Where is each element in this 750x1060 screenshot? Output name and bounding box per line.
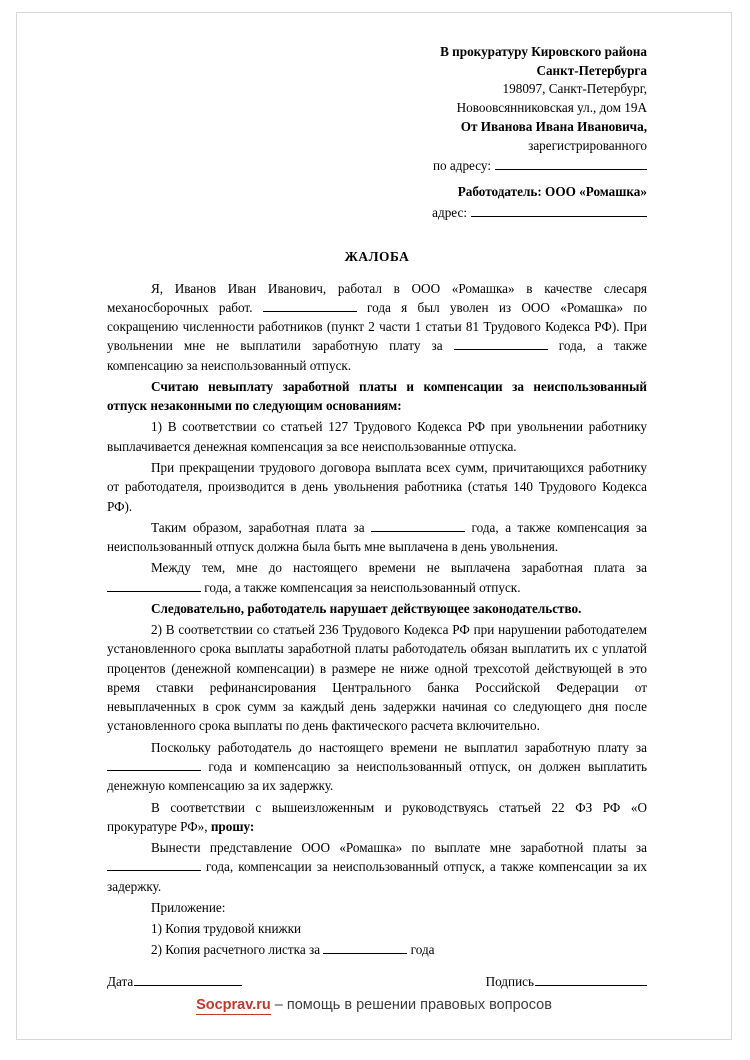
date-field[interactable]: [107, 974, 242, 990]
fill-in-blank[interactable]: [107, 859, 201, 871]
signature-label: Подпись: [485, 973, 534, 989]
addressee-authority-line2: Санкт-Петербурга: [536, 62, 647, 78]
paragraph-point-2: 2) В соответствии со статьей 236 Трудового Кодекса РФ при нарушении работодателем установленного срока выплаты заработной платы работодатель обязан выплатить их с уплатой процентов (денежной компенсации) в размере не ниже одной трехсотой действующей в это время ставки рефинансирования Центрального банка Российской Федерации от невыплаченных в срок сумм за каждый день задержки начиная со следующего дня после установленного срока выплаты по день фактического расчета включительно.: [107, 622, 647, 734]
appendix-label: Приложение:: [151, 899, 226, 915]
fill-in-blank[interactable]: [263, 300, 357, 312]
brand-name[interactable]: Socprav.ru: [196, 997, 271, 1013]
fill-in-blank[interactable]: [107, 580, 201, 592]
paragraph-par-since: Поскольку работодатель до настоящего времени не выплатил заработную плату за года и компенсацию за неиспользованный отпуск, он должен выплатить денежную компенсацию за их задержку.: [107, 739, 647, 794]
employer-address-blank[interactable]: [471, 204, 647, 217]
applicant-address-label: по адресу:: [432, 158, 491, 174]
document-content: [107, 43, 647, 990]
employer-line: Работодатель: ООО «Ромашка»: [457, 184, 647, 200]
applicant-name-line: От Иванова Ивана Ивановича,: [460, 118, 647, 134]
paragraph-par-request-body: Вынести представление ООО «Ромашка» по выплате мне заработной платы за года, компенсации за неиспользованный отпуск, а также компенсации за их задержку.: [107, 840, 647, 894]
addressee-authority-line1: В прокуратуру Кировского района: [440, 44, 647, 59]
signature-blank[interactable]: [535, 974, 647, 986]
site-watermark: [17, 997, 731, 1013]
paragraph-par-consequently: Следовательно, работодатель нарушает действующее законодательство.: [151, 600, 582, 616]
employer-address-row: [397, 204, 647, 223]
addressee-street-line: Новоовсянниковская ул., дом 19А: [456, 100, 647, 116]
fill-in-blank[interactable]: [454, 338, 548, 350]
appendix-item: 1) Копия трудовой книжки: [151, 921, 302, 937]
applicant-registered-line: зарегистрированного: [528, 137, 647, 153]
fill-in-blank[interactable]: [371, 520, 465, 532]
signature-row: [107, 974, 647, 990]
document-page: [16, 12, 732, 1040]
applicant-address-blank[interactable]: [495, 157, 647, 170]
emphasis-text: прошу:: [210, 818, 255, 834]
document-header: [397, 43, 647, 223]
paragraph-intro: Я, Иванов Иван Иванович, работал в ООО «Ромашка» в качестве слесаря механосборочных работ. года я был уволен из ООО «Ромашка» по сокращению численности работников (пункт 2 части 1 статьи 81 Трудового Кодекса РФ). При увольнении мне не выплатили заработную плату за года, а также компенсацию за неиспользованный отпуск.: [107, 280, 648, 373]
document-body: [107, 279, 647, 896]
appendix-items: [107, 919, 647, 960]
appendix-item: 2) Копия расчетного листка за года: [151, 942, 435, 958]
employer-address-label: адрес:: [432, 204, 467, 220]
date-blank[interactable]: [134, 974, 242, 986]
paragraph-grounds-heading: Считаю невыплату заработной платы и компенсации за неиспользованный отпуск незаконными по следующим основаниям:: [107, 378, 647, 414]
date-label: Дата: [107, 973, 134, 989]
applicant-address-row: [397, 157, 647, 176]
document-title: ЖАЛОБА: [344, 248, 410, 264]
paragraph-par-termination: При прекращении трудового договора выплата всех сумм, причитающихся работнику от работодателя, производится в день увольнения работника (статья 140 Трудового Кодекса РФ).: [107, 460, 647, 514]
fill-in-blank[interactable]: [323, 942, 407, 954]
brand-tagline: – помощь в решении правовых вопросов: [274, 997, 552, 1013]
signature-field[interactable]: [486, 974, 647, 990]
paragraph-point-1: 1) В соответствии со статьей 127 Трудового Кодекса РФ при увольнении работнику выплачивается денежная компенсация за все неиспользованные отпуска.: [107, 419, 647, 454]
fill-in-blank[interactable]: [107, 759, 201, 771]
paragraph-par-thus: Таким образом, заработная плата за года, а также компенсация за неиспользованный отпуск должна была быть мне выплачена в день увольнения.: [107, 519, 647, 555]
addressee-postal-line: 198097, Санкт-Петербург,: [502, 81, 647, 97]
paragraph-par-meanwhile: Между тем, мне до настоящего времени не выплачена заработная плата за года, а также компенсация за неиспользованный отпуск.: [107, 558, 647, 597]
paragraph-par-request-law: В соответствии с вышеизложенным и руководствуясь статьей 22 ФЗ РФ «О прокуратуре РФ», прошу:: [107, 799, 647, 834]
